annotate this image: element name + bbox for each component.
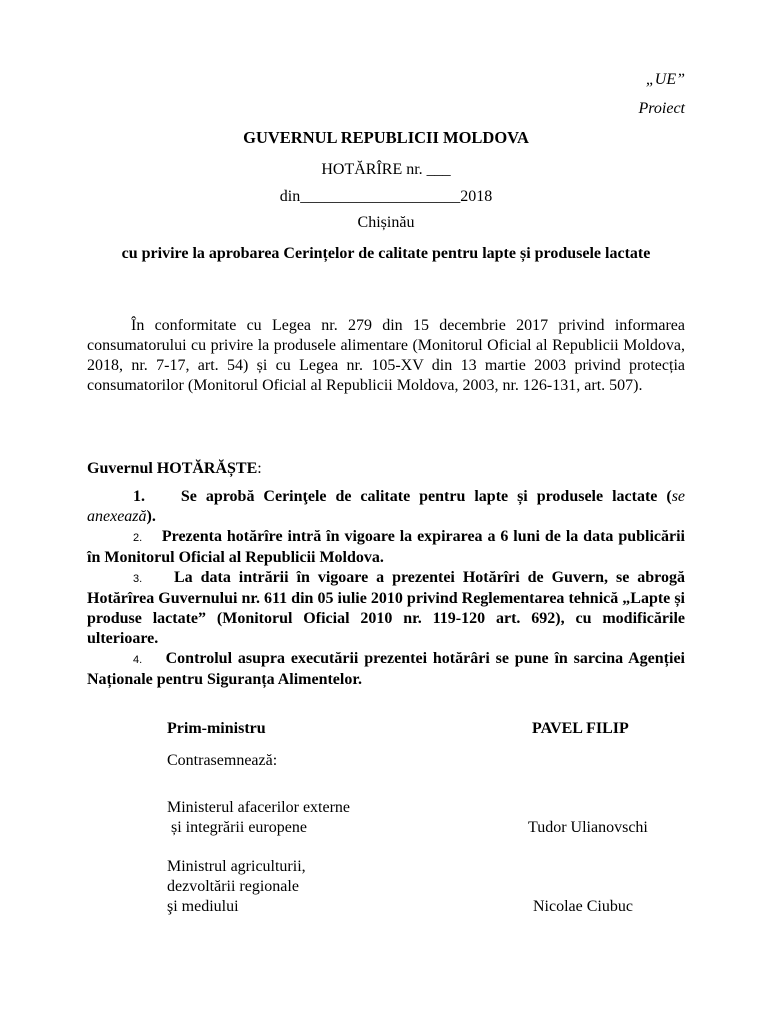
prime-minister-title: Prim-ministru — [167, 720, 266, 737]
minister-agriculture — [167, 857, 685, 917]
article-number: 2. — [133, 532, 143, 544]
article-text: La data intrării în vigoare a prezentei Hotărîri de Guvern, se abrogă Hotărîrea Guvernului nr. 611 din 05 iulie 2010 privind Reglementarea tehnică „Lapte și produse lactate” (Monitorul Oficial 2010 nr. 119-120 art. 692), cu modificările ulterioare. — [87, 569, 685, 647]
article-tail: ). — [146, 508, 156, 525]
article-number: 3. — [133, 573, 143, 585]
decides-suffix: : — [257, 460, 262, 477]
decides-keyword: HOTĂRĂȘTE — [156, 460, 258, 477]
article-item — [87, 649, 685, 690]
prime-minister-row — [167, 719, 685, 739]
minister-name: Nicolae Ciubuc — [533, 898, 633, 915]
government-heading: GUVERNUL REPUBLICII MOLDOVA — [243, 128, 529, 147]
minister-title-line: Ministerul afacerilor externe — [167, 799, 351, 816]
minister-title-line: şi mediului — [167, 898, 239, 915]
decision-subject: cu privire la aprobarea Cerințelor de calitate pentru lapte și produsele lactate — [121, 245, 651, 262]
minister-title-line: și integrării europene — [167, 819, 307, 836]
article-italic: se anexează — [87, 488, 686, 525]
article-text: Se aprobă Cerinţele de calitate pentru lapte și produsele lactate ( — [180, 488, 672, 505]
prime-minister-name: PAVEL FILIP — [532, 720, 629, 737]
article-text: Controlul asupra executării prezentei hotărâri se pune în sarcina Agenției Naționale pentru Siguranța Alimentelor. — [87, 650, 685, 688]
minister-title-line: dezvoltării regionale — [167, 878, 299, 895]
intro-paragraph: În conformitate cu Legea nr. 279 din 15 decembrie 2017 privind informarea consumatorului cu privire la produsele alimentare (Monitorul Oficial al Republicii Moldova, 2018, nr. 7-17, art. 54) și cu Legea nr. 105-XV din 13 martie 2003 privind protecția consumatorilor (Monitorul Oficial al Republicii Moldova, 2003, nr. 126-131, art. 507). — [87, 317, 685, 394]
articles-list — [87, 487, 685, 690]
decides-prefix: Guvernul — [87, 460, 157, 477]
minister-foreign-affairs — [167, 798, 685, 838]
article-item — [87, 487, 685, 527]
minister-name: Tudor Ulianovschi — [528, 819, 648, 836]
article-text: Prezenta hotărîre intră în vigoare la expirarea a 6 luni de la data publicării în Monitorul Oficial al Republicii Moldova. — [87, 528, 685, 566]
article-item — [87, 568, 685, 649]
article-item — [87, 527, 685, 568]
decision-number: HOTĂRÎRE nr. ___ — [321, 161, 451, 178]
document-tag: „UE” — [645, 71, 685, 88]
document-status: Proiect — [638, 100, 685, 117]
minister-title-line: Ministrul agriculturii, — [167, 858, 306, 875]
article-number: 1. — [133, 488, 145, 505]
article-number: 4. — [133, 654, 143, 666]
countersign-label: Contrasemnează: — [167, 752, 278, 769]
decision-city: Chișinău — [357, 214, 415, 231]
decides-line — [87, 459, 685, 479]
decision-date: din____________________2018 — [279, 188, 493, 205]
